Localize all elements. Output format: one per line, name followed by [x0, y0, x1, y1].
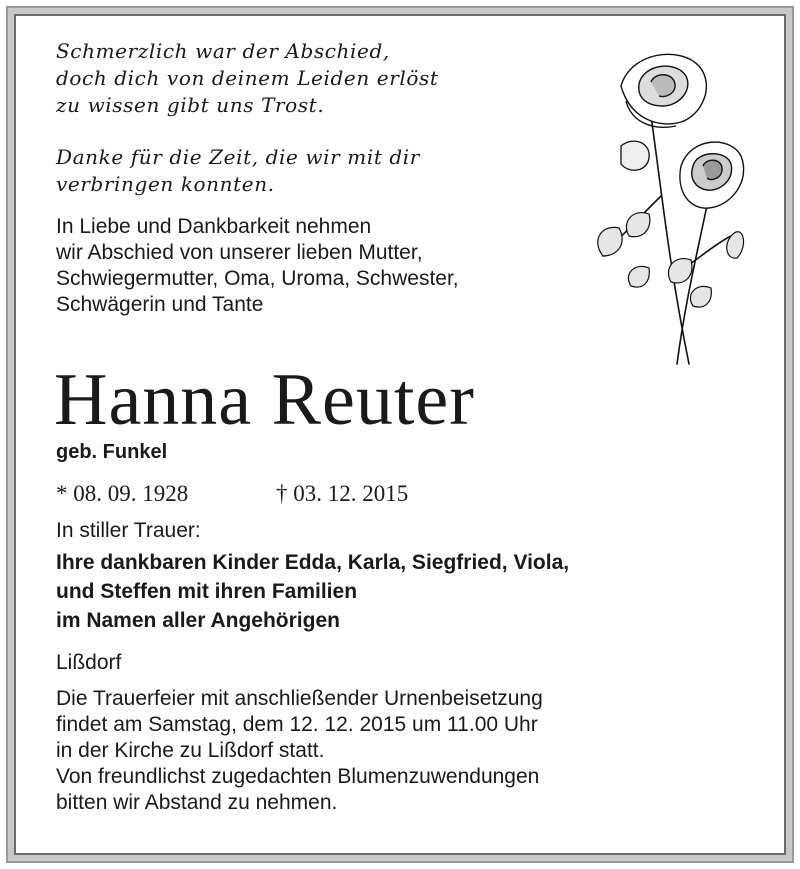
death-date: † 03. 12. 2015: [276, 481, 409, 506]
intro-line: Schwägerin und Tante: [56, 293, 264, 316]
funeral-line: Die Trauerfeier mit anschließender Urnenbeisetzung: [56, 687, 543, 710]
funeral-info: [56, 686, 543, 816]
intro-line: wir Abschied von unserer lieben Mutter,: [56, 241, 423, 264]
mourners-line: Ihre dankbaren Kinder Edda, Karla, Siegfried, Viola,: [56, 551, 570, 574]
intro-line: Schwiegermutter, Oma, Uroma, Schwester,: [56, 267, 459, 290]
mourners-line: im Namen aller Angehörigen: [56, 609, 340, 632]
poem-line: zu wissen gibt uns Trost.: [56, 93, 325, 117]
deceased-name: Hanna Reuter: [54, 359, 475, 441]
birth-name: geb. Funkel: [56, 441, 168, 463]
poem-line: doch dich von deinem Leiden erlöst: [56, 66, 439, 90]
funeral-line: findet am Samstag, dem 12. 12. 2015 um 11.00 Uhr: [56, 713, 538, 736]
poem-stanza-2: [56, 144, 420, 198]
place: Lißdorf: [56, 651, 122, 674]
rose-icon: [581, 46, 751, 391]
funeral-line: Von freundlichst zugedachten Blumenzuwendungen: [56, 765, 540, 788]
birth-date: * 08. 09. 1928: [56, 481, 189, 506]
obituary-frame: [14, 14, 786, 855]
mourners-heading: In stiller Trauer:: [56, 519, 201, 542]
poem-line: verbringen konnten.: [56, 172, 275, 196]
intro-line: In Liebe und Dankbarkeit nehmen: [56, 215, 372, 238]
poem-line: Danke für die Zeit, die wir mit dir: [56, 145, 420, 169]
poem-line: Schmerzlich war der Abschied,: [56, 39, 390, 63]
funeral-line: bitten wir Abstand zu nehmen.: [56, 791, 338, 814]
mourners-list: [56, 548, 569, 635]
funeral-line: in der Kirche zu Lißdorf statt.: [56, 739, 325, 762]
mourners-line: und Steffen mit ihren Familien: [56, 580, 358, 603]
poem-stanza-1: [56, 38, 439, 119]
intro-text: [56, 214, 459, 318]
